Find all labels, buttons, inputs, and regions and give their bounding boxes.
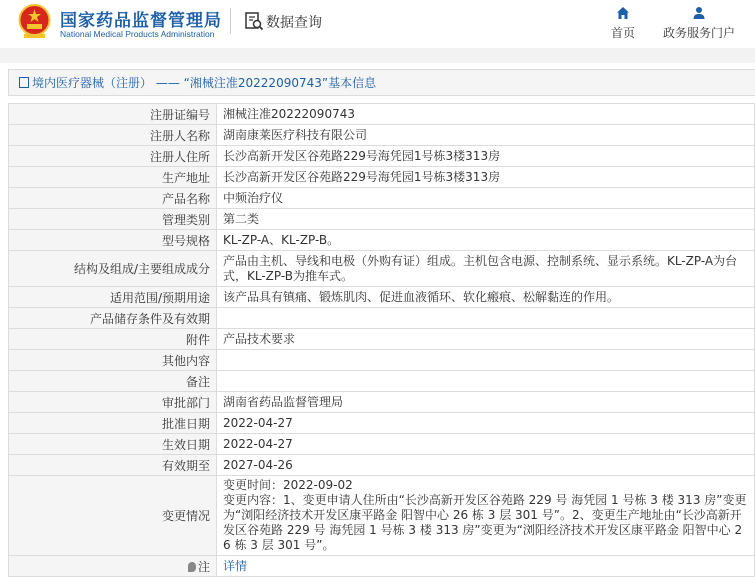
row-value: 产品技术要求 [217, 329, 755, 350]
table-row [9, 251, 755, 287]
row-value [217, 371, 755, 392]
note-icon [188, 562, 196, 572]
nav-service-portal-label: 政务服务门户 [662, 26, 735, 40]
row-value: 第二类 [217, 209, 755, 230]
table-row [9, 146, 755, 167]
data-query-icon [244, 11, 264, 31]
table-row [9, 329, 755, 350]
row-label: 管理类别 [9, 209, 217, 230]
row-value: 长沙高新开发区谷苑路229号海凭园1号栋3楼313房 [217, 167, 755, 188]
row-label: 其他内容 [9, 350, 217, 371]
table-row [9, 350, 755, 371]
nav-service-portal[interactable] [660, 6, 738, 41]
breadcrumb-category[interactable]: 境内医疗器械（注册） [32, 76, 153, 90]
row-value: 湖南康莱医疗科技有限公司 [217, 125, 755, 146]
table-row [9, 209, 755, 230]
row-label: 注册人住所 [9, 146, 217, 167]
site-subtitle: National Medical Products Administration [60, 29, 215, 39]
site-header [0, 0, 755, 48]
row-value: 湘械注准20222090743 [217, 104, 755, 125]
note-label-text: 注 [197, 559, 210, 574]
row-label: 型号规格 [9, 230, 217, 251]
change-history-label: 变更情况 [9, 476, 217, 556]
note-value [217, 556, 755, 577]
table-row [9, 188, 755, 209]
breadcrumb-title: “湘械注准20222090743”基本信息 [183, 76, 377, 90]
row-label: 产品名称 [9, 188, 217, 209]
row-value: 中频治疗仪 [217, 188, 755, 209]
nav-home[interactable] [608, 6, 638, 41]
row-label: 生产地址 [9, 167, 217, 188]
row-value: 2022-04-27 [217, 413, 755, 434]
nav-home-label: 首页 [610, 26, 635, 40]
table-row [9, 125, 755, 146]
national-emblem-icon [18, 4, 51, 40]
row-value [217, 308, 755, 329]
details-link[interactable]: 详情 [223, 558, 248, 573]
header-divider [230, 8, 231, 34]
change-history-value [217, 476, 755, 556]
data-query-title[interactable]: 数据查询 [266, 15, 322, 31]
row-label: 备注 [9, 371, 217, 392]
table-row [9, 287, 755, 308]
row-value: 2027-04-26 [217, 455, 755, 476]
row-value: KL-ZP-A、KL-ZP-B。 [217, 230, 755, 251]
note-label [9, 556, 217, 577]
breadcrumb-separator: —— [155, 76, 180, 90]
row-label: 批准日期 [9, 413, 217, 434]
table-row [9, 230, 755, 251]
home-icon [616, 6, 630, 20]
row-label: 产品储存条件及有效期 [9, 308, 217, 329]
row-value [217, 350, 755, 371]
row-value: 湖南省药品监督管理局 [217, 392, 755, 413]
row-label: 结构及组成/主要组成成分 [9, 251, 217, 287]
row-label: 适用范围/预期用途 [9, 287, 217, 308]
row-label: 附件 [9, 329, 217, 350]
table-row [9, 104, 755, 125]
table-row [9, 392, 755, 413]
row-value: 长沙高新开发区谷苑路229号海凭园1号栋3楼313房 [217, 146, 755, 167]
change-time: 变更时间：2022-09-02 [223, 478, 353, 492]
table-row [9, 434, 755, 455]
change-content: 变更内容：1、变更申请人住所由“长沙高新开发区谷苑路 229 号 海凭园 1 号栋 3 楼 313 房”变更为“浏阳经济技术开发区康平路金 阳智中心 26 栋 3 层 301 号”。2、变更生产地址由“长沙高新开发区谷苑路 229 号 海凭园 1 号栋 3 楼 313 房”变更为“浏阳经济技术开发区康平路金 阳智中心 26 栋 3 层 301 号”。 [223, 493, 747, 552]
change-history-row [9, 476, 755, 556]
registration-info-table [8, 103, 755, 577]
user-icon [692, 6, 706, 20]
table-row [9, 371, 755, 392]
table-row [9, 167, 755, 188]
row-label: 注册证编号 [9, 104, 217, 125]
row-label: 注册人名称 [9, 125, 217, 146]
table-row [9, 455, 755, 476]
header-shadow-band [0, 48, 755, 63]
site-title[interactable]: 国家药品监督管理局 [60, 11, 222, 31]
table-row [9, 308, 755, 329]
row-label: 生效日期 [9, 434, 217, 455]
document-icon [19, 77, 29, 88]
row-label: 审批部门 [9, 392, 217, 413]
row-value: 产品由主机、导线和电极（外购有证）组成。主机包含电源、控制系统、显示系统。KL-ZP-A为台式，KL-ZP-B为推车式。 [217, 251, 755, 287]
row-value: 该产品具有镇痛、锻炼肌肉、促进血液循环、软化瘢痕、松解黏连的作用。 [217, 287, 755, 308]
note-row [9, 556, 755, 577]
table-row [9, 413, 755, 434]
breadcrumb [8, 69, 755, 96]
row-label: 有效期至 [9, 455, 217, 476]
row-value: 2022-04-27 [217, 434, 755, 455]
